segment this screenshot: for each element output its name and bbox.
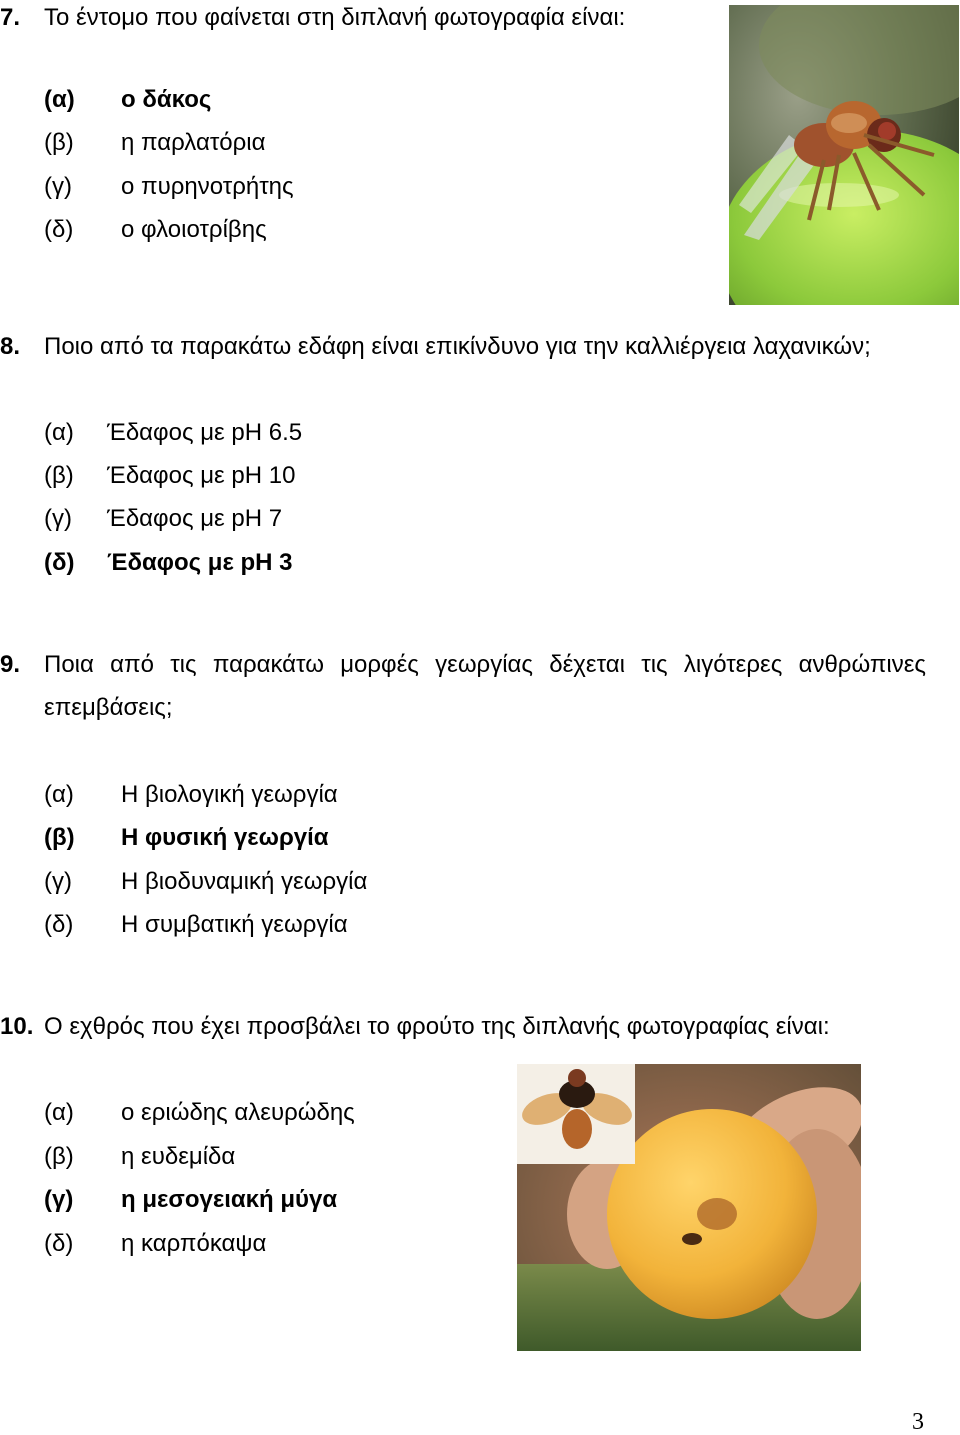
question-9-text-line1: Ποια από τις παρακάτω μορφές γεωργίας δέχεται τις λιγότερες ανθρώπινες [44,651,926,678]
q7-option-c-label: (γ) [44,173,72,200]
page-number: 3 [912,1409,924,1435]
q9-option-d-label: (δ) [44,911,74,938]
question-9-number: 9. [0,651,21,678]
q8-option-c-label: (γ) [44,505,72,532]
q9-option-a-label: (α) [44,781,74,808]
fruit-fly-on-peach-photo [517,1064,861,1351]
q7-option-a-text: ο δάκος [121,86,212,113]
question-7-number: 7. [0,4,21,31]
q7-option-c-text: ο πυρηνοτρήτης [121,173,294,200]
q7-option-b-text: η παρλατόρια [121,129,266,156]
q10-option-a-text: ο εριώδης αλευρώδης [121,1099,355,1126]
q10-option-b-label: (β) [44,1143,74,1170]
question-8-text: Ποιο από τα παρακάτω εδάφη είναι επικίνδυνο για την καλλιέργεια λαχανικών; [44,333,871,360]
q10-option-b-text: η ευδεμίδα [121,1143,236,1170]
q7-option-a-label: (α) [44,86,75,113]
q9-option-b-label: (β) [44,824,75,851]
q9-option-d-text: Η συμβατική γεωργία [121,911,348,938]
q8-option-a-text: Έδαφος με pH 6.5 [107,419,303,446]
q10-option-c-text: η μεσογειακή μύγα [121,1186,338,1213]
q7-option-d-label: (δ) [44,216,74,243]
q8-option-d-label: (δ) [44,549,75,576]
question-8-number: 8. [0,333,21,360]
question-7-text: Το έντομο που φαίνεται στη διπλανή φωτογραφία είναι: [44,4,626,31]
q8-option-b-text: Έδαφος με pH 10 [107,462,296,489]
q7-option-b-label: (β) [44,129,74,156]
q10-option-c-label: (γ) [44,1186,74,1213]
olive-fruit-fly-photo [729,5,959,305]
q9-option-c-text: Η βιοδυναμική γεωργία [121,868,368,895]
question-10-text: Ο εχθρός που έχει προσβάλει το φρούτο της διπλανής φωτογραφίας είναι: [44,1013,830,1040]
question-9-text-line2: επεμβάσεις; [44,694,173,721]
question-10-number: 10. [0,1013,34,1040]
q10-option-d-text: η καρπόκαψα [121,1230,267,1257]
q9-option-c-label: (γ) [44,868,72,895]
q10-option-d-label: (δ) [44,1230,74,1257]
q10-option-a-label: (α) [44,1099,74,1126]
q9-option-a-text: Η βιολογική γεωργία [121,781,338,808]
q8-option-d-text: Έδαφος με pH 3 [107,549,293,576]
q8-option-b-label: (β) [44,462,74,489]
q8-option-a-label: (α) [44,419,74,446]
q8-option-c-text: Έδαφος με pH 7 [107,505,283,532]
q9-option-b-text: Η φυσική γεωργία [121,824,329,851]
q7-option-d-text: ο φλοιοτρίβης [121,216,267,243]
